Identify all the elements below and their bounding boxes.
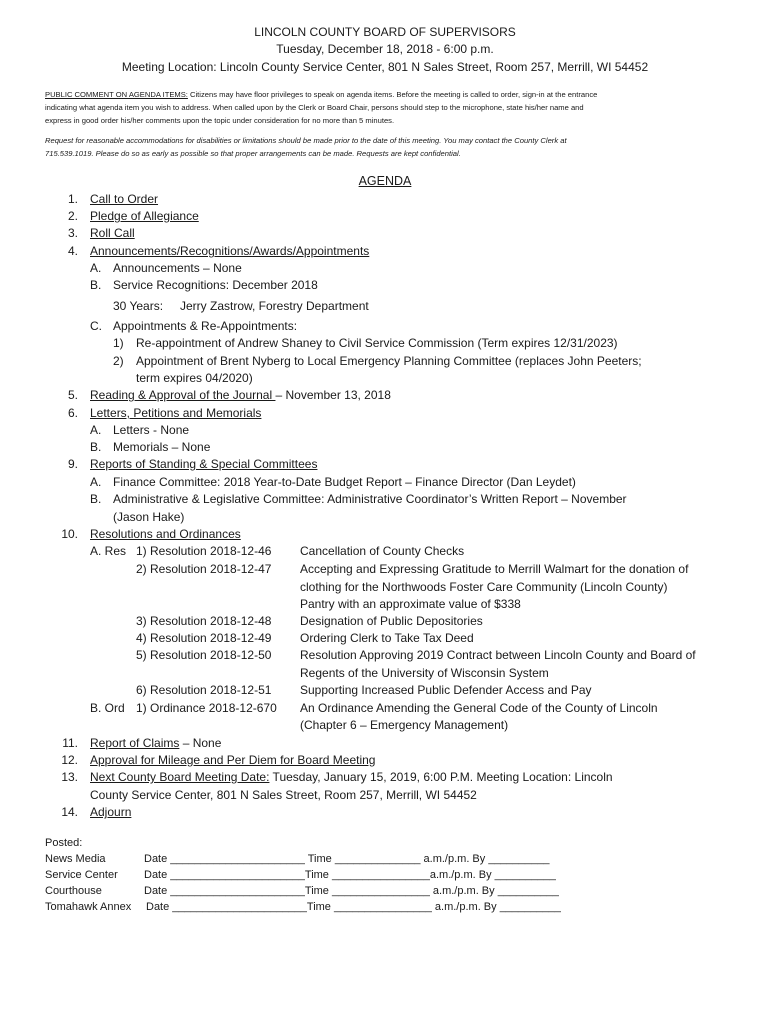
board-title: LINCOLN COUNTY BOARD OF SUPERVISORS (254, 25, 516, 39)
agenda-item-4b: B. Service Recognitions: December 2018 (90, 278, 318, 292)
agenda-title: AGENDA (358, 174, 412, 188)
posted-row-service-center: Service Center (45, 869, 118, 881)
resolution-2-desc: Accepting and Expressing Gratitude to Merrill Walmart for the donation of (300, 562, 689, 576)
ordinances-prefix: B. Ord (90, 701, 125, 715)
resolution-2-desc-cont2: Pantry with an approximate value of $338 (300, 597, 521, 611)
resolution-1-number: 1) Resolution 2018-12-46 (136, 544, 272, 558)
agenda-item-6b: B. Memorials – None (90, 440, 211, 454)
public-comment-label: PUBLIC COMMENT ON AGENDA ITEMS: (45, 90, 188, 99)
agenda-item-13: 13. Next County Board Meeting Date: Tuesday, January 15, 2019, 6:00 P.M. Meeting Location: Lincoln (61, 770, 613, 784)
ordinance-1-desc: An Ordinance Amending the General Code of the County of Lincoln (300, 701, 658, 715)
posted-row-service-center-fields[interactable]: Date ______________________Time ________________a.m./p.m. By __________ (144, 869, 556, 881)
ordinance-1-desc-cont: (Chapter 6 – Emergency Management) (300, 718, 509, 732)
agenda-item-2: 2. Pledge of Allegiance (67, 209, 199, 223)
agenda-item-4c2-cont: term expires 04/2020) (136, 371, 253, 385)
agenda-item-14: 14. Adjourn (61, 805, 132, 819)
resolution-4-desc: Ordering Clerk to Take Tax Deed (300, 631, 474, 645)
agenda-item-9b: B. Administrative & Legislative Committee: Administrative Coordinator’s Written Report – November (90, 492, 627, 506)
service-recognition-30-years: 30 Years: Jerry Zastrow, Forestry Department (113, 299, 369, 313)
resolution-5-number: 5) Resolution 2018-12-50 (136, 648, 272, 662)
resolution-4-number: 4) Resolution 2018-12-49 (136, 631, 272, 645)
agenda-item-4c2: 2) Appointment of Brent Nyberg to Local Emergency Planning Committee (replaces John Peeters; (113, 354, 642, 368)
agenda-item-3: 3. Roll Call (67, 226, 135, 240)
public-comment-notice: PUBLIC COMMENT ON AGENDA ITEMS: Citizens may have floor privileges to speak on agenda items. Before the meeting is called to order, sign-in at the entrance indicating what agenda item you wish to address. When called upon by the Clerk or Board Chair, persons should step to the microphone, state his/her name and express in good order his/her comments upon the topic under consideration for no more than 5 minutes. (45, 90, 598, 125)
resolution-5-desc: Resolution Approving 2019 Contract between Lincoln County and Board of (300, 648, 696, 662)
resolution-6-desc: Supporting Increased Public Defender Access and Pay (300, 683, 592, 697)
posted-row-tomahawk-annex: Tomahawk Annex (45, 901, 132, 913)
agenda-item-12: 12. Approval for Mileage and Per Diem for Board Meeting (61, 753, 376, 767)
meeting-date: Tuesday, December 18, 2018 - 6:00 p.m. (276, 42, 494, 56)
posted-row-courthouse: Courthouse (45, 885, 102, 897)
agenda-item-9a: A. Finance Committee: 2018 Year-to-Date Budget Report – Finance Director (Dan Leydet) (90, 475, 576, 489)
posted-row-news-media: News Media (45, 853, 106, 865)
agenda-item-11: 11. Report of Claims – None (62, 736, 222, 750)
resolution-2-desc-cont: clothing for the Northwoods Foster Care Community (Lincoln County) (300, 580, 668, 594)
agenda-item-9: 9. Reports of Standing & Special Committees (67, 457, 318, 471)
agenda-item-4c: C. Appointments & Re-Appointments: (90, 319, 298, 333)
meeting-location: Meeting Location: Lincoln County Service Center, 801 N Sales Street, Room 257, Merrill, WI 54452 (121, 60, 649, 74)
agenda-item-6a: A. Letters - None (90, 423, 190, 437)
agenda-item-4a: A. Announcements – None (90, 261, 242, 275)
posted-label: Posted: (45, 837, 83, 849)
accommodation-notice: Request for reasonable accommodations for disabilities or limitations should be made prior to the date of this meeting. You may contact the County Clerk at 715.539.1019. Please do so as early as possible so that proper arrangements can be made. Requests are kept confidential. (45, 136, 567, 158)
resolution-5-desc-cont: Regents of the University of Wisconsin System (300, 666, 549, 680)
posted-row-courthouse-fields[interactable]: Date ______________________Time ________________ a.m./p.m. By __________ (144, 885, 559, 897)
resolution-1-desc: Cancellation of County Checks (300, 544, 465, 558)
agenda-item-4c1: 1) Re-appointment of Andrew Shaney to Civil Service Commission (Term expires 12/31/2023) (113, 336, 618, 350)
resolutions-prefix: A. Res (90, 544, 127, 558)
posted-row-tomahawk-annex-fields[interactable]: Date ______________________Time ________________ a.m./p.m. By __________ (146, 901, 561, 913)
agenda-item-13-cont: County Service Center, 801 N Sales Street, Room 257, Merrill, WI 54452 (90, 788, 477, 802)
ordinance-1-number: 1) Ordinance 2018-12-670 (136, 701, 277, 715)
agenda-item-10: 10. Resolutions and Ordinances (61, 527, 241, 541)
agenda-item-4: 4. Announcements/Recognitions/Awards/Appointments (67, 244, 370, 258)
resolution-2-number: 2) Resolution 2018-12-47 (136, 562, 272, 576)
agenda-item-9b-cont: (Jason Hake) (113, 510, 185, 524)
posted-row-news-media-fields[interactable]: Date ______________________ Time ______________ a.m./p.m. By __________ (144, 853, 550, 865)
resolution-3-desc: Designation of Public Depositories (300, 614, 483, 628)
resolution-3-number: 3) Resolution 2018-12-48 (136, 614, 272, 628)
resolution-6-number: 6) Resolution 2018-12-51 (136, 683, 272, 697)
agenda-item-1: 1. Call to Order (67, 192, 159, 206)
agenda-item-5: 5. Reading & Approval of the Journal – November 13, 2018 (67, 388, 391, 402)
agenda-item-6: 6. Letters, Petitions and Memorials (67, 406, 262, 420)
